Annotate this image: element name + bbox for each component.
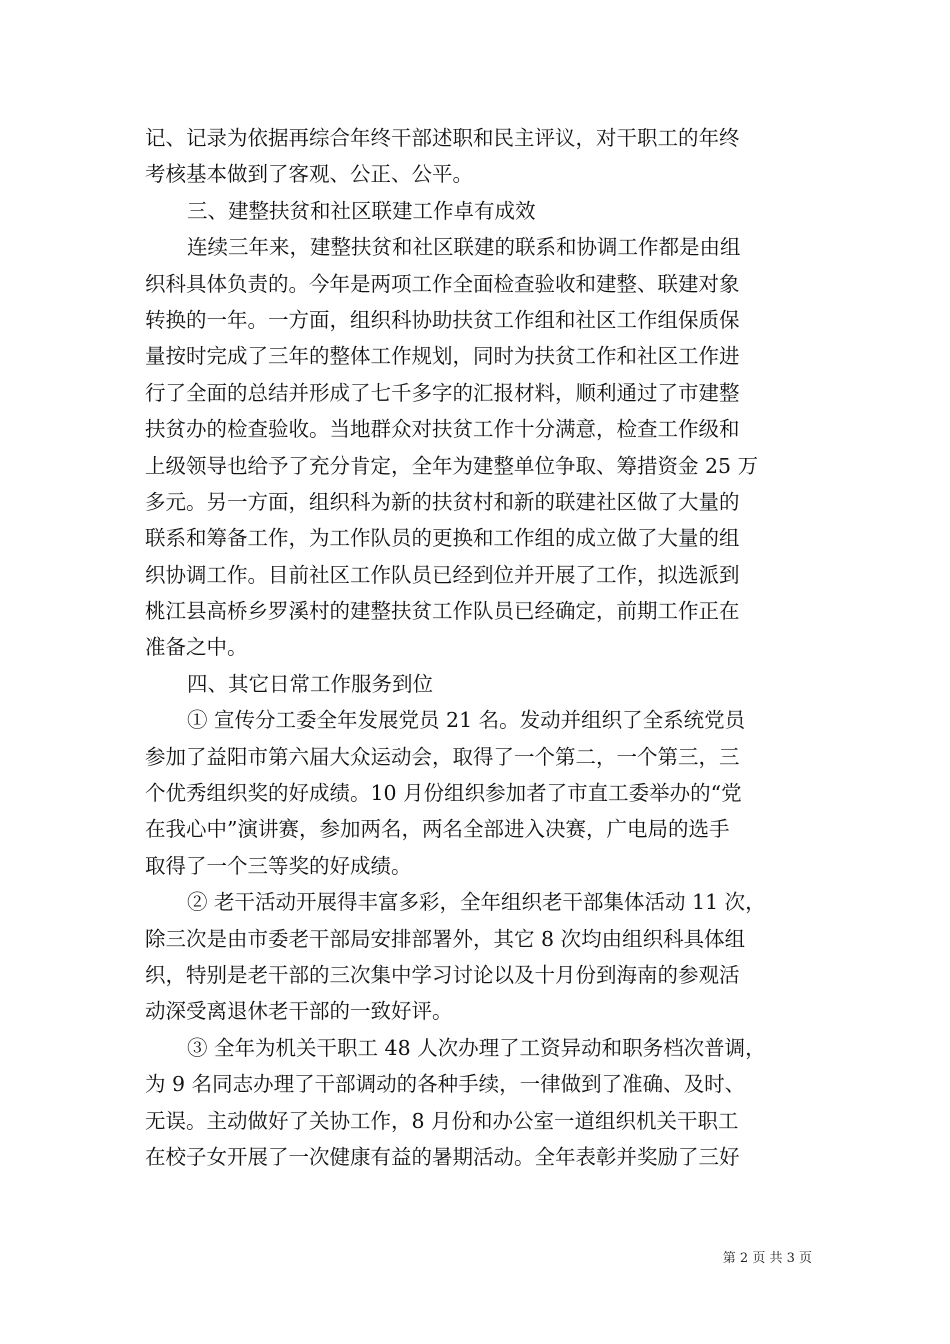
text-line: 个优秀组织奖的好成绩。10 月份组织参加者了市直工委举办的“党 xyxy=(145,781,742,806)
text-line: 连续三年来，建整扶贫和社区联建的联系和协调工作都是由组 xyxy=(187,235,741,260)
document-body xyxy=(145,120,809,1175)
text-line: 织协调工作。目前社区工作队员已经到位并开展了工作，拟选派到 xyxy=(145,562,740,587)
text-line: 多元。另一方面，组织科为新的扶贫村和新的联建社区做了大量的 xyxy=(145,489,740,514)
text-line: 除三次是由市委老干部局安排部署外，其它 8 次均由组织科具体组 xyxy=(145,926,746,951)
text-line: 织科具体负责的。今年是两项工作全面检查验收和建整、联建对象 xyxy=(145,271,740,296)
text-line: ② 老干活动开展得丰富多彩，全年组织老干部集体活动 11 次， xyxy=(187,890,766,915)
text-line: 在我心中”演讲赛，参加两名，两名全部进入决赛，广电局的选手 xyxy=(145,817,730,842)
text-line: 记、记录为依据再综合年终干部述职和民主评议，对干职工的年终 xyxy=(145,126,740,150)
text-line: 扶贫办的检查验收。当地群众对扶贫工作十分满意，检查工作级和 xyxy=(145,417,740,442)
text-line: 为 9 名同志办理了干部调动的各种手续，一律做到了准确、及时、 xyxy=(145,1072,746,1097)
page-number: 第 2 页 共 3 页 xyxy=(722,1251,812,1266)
text-line: 无误。主动做好了关协工作，8 月份和办公室一道组织机关干职工 xyxy=(145,1108,739,1133)
text-line: 转换的一年。一方面，组织科协助扶贫工作组和社区工作组保质保 xyxy=(145,307,740,332)
text-line: 取得了一个三等奖的好成绩。 xyxy=(145,853,412,878)
text-line: 行了全面的总结并形成了七千多字的汇报材料，顺利通过了市建整 xyxy=(145,380,740,405)
text-line: 动深受离退休老干部的一致好评。 xyxy=(145,999,453,1024)
text-line: 织，特别是老干部的三次集中学习讨论以及十月份到海南的参观活 xyxy=(145,962,740,987)
text-line: 量按时完成了三年的整体工作规划，同时为扶贫工作和社区工作进 xyxy=(145,344,740,369)
text-line: 联系和筹备工作，为工作队员的更换和工作组的成立做了大量的组 xyxy=(145,526,740,551)
text-line: 准备之中。 xyxy=(145,635,248,660)
section-heading: 三、建整扶贫和社区联建工作卓有成效 xyxy=(187,198,536,223)
text-line: 考核基本做到了客观、公正、公平。 xyxy=(145,162,473,187)
text-line: 上级领导也给予了充分肯定，全年为建整单位争取、筹措资金 25 万 xyxy=(145,453,759,478)
text-line: ① 宣传分工委全年发展党员 21 名。发动并组织了全系统党员 xyxy=(187,708,746,733)
text-line: 桃江县高桥乡罗溪村的建整扶贫工作队员已经确定，前期工作正在 xyxy=(145,599,740,624)
section-heading: 四、其它日常工作服务到位 xyxy=(187,671,433,696)
text-line: ③ 全年为机关干职工 48 人次办理了工资异动和职务档次普调， xyxy=(187,1035,766,1060)
text-line: 参加了益阳市第六届大众运动会，取得了一个第二，一个第三，三 xyxy=(145,744,740,769)
text-line: 在校子女开展了一次健康有益的暑期活动。全年表彰并奖励了三好 xyxy=(145,1144,740,1169)
